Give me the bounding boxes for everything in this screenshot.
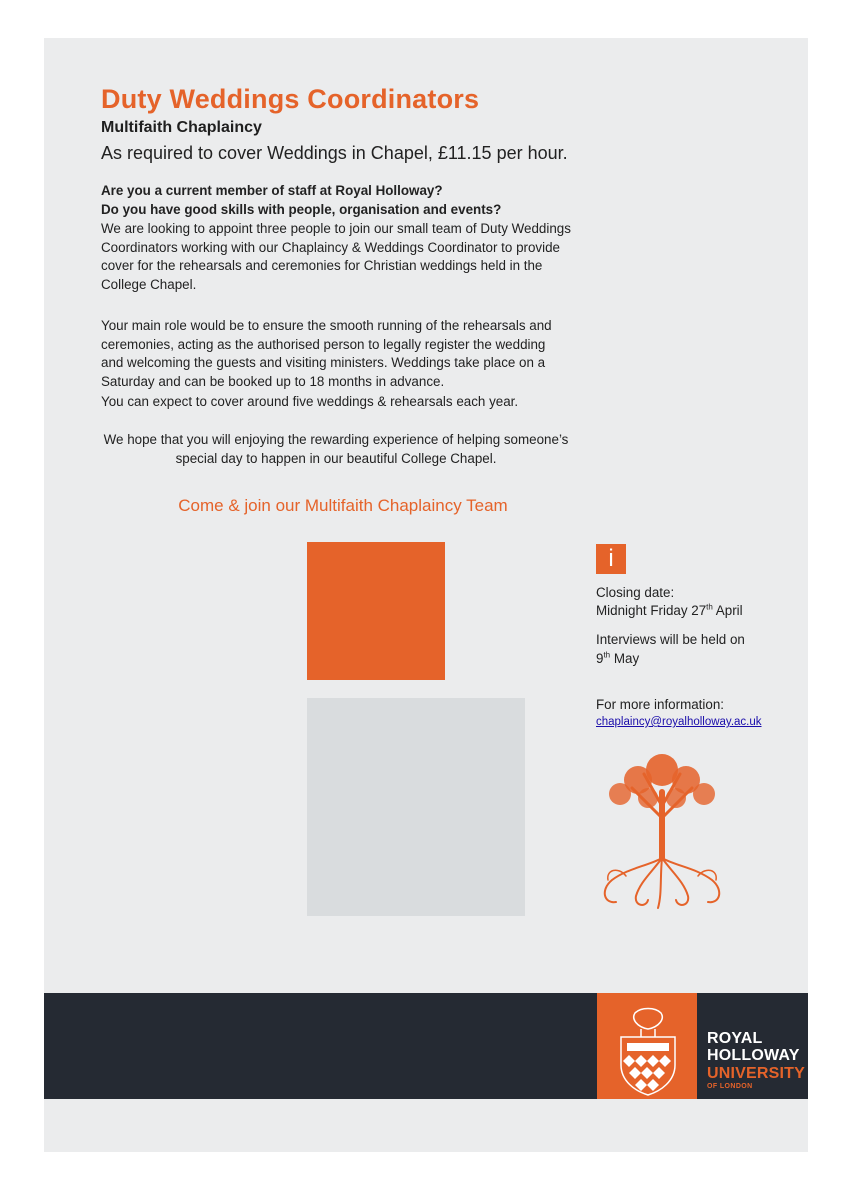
orange-image-placeholder — [307, 542, 445, 680]
hope-paragraph: We hope that you will enjoying the rewarding experience of helping someone’s special day to happen in our beautiful College Chapel. — [103, 432, 569, 466]
closing-date-label: Closing date: — [596, 585, 675, 600]
intro-paragraph: We are looking to appoint three people to join our small team of Duty Weddings Coordinators working with our Chaplaincy & Weddings Coordinator to provide cover for the rehearsals and ceremonies for Christian weddings held in the College Chapel. — [101, 221, 571, 292]
logo-of-london: OF LONDON — [707, 1083, 753, 1090]
staff-question: Are you a current member of staff at Royal Holloway? — [101, 183, 443, 198]
logo-holloway: HOLLOWAY — [707, 1047, 800, 1064]
interview-date — [596, 650, 639, 669]
call-to-action: Come & join our Multifaith Chaplaincy Team — [178, 496, 508, 515]
closing-date-suffix-ordinal: th — [706, 602, 713, 612]
footer-accent-strip — [597, 993, 612, 997]
skills-question: Do you have good skills with people, organisation and events? — [101, 202, 502, 217]
interview-day-ordinal: th — [603, 650, 611, 660]
closing-date-prefix: Midnight Friday 27 — [596, 603, 707, 618]
role-paragraph: Your main role would be to ensure the smooth running of the rehearsals and ceremonies, acting as the authorised person to legally register the wedding and welcoming the guests and visiting ministers. Weddings take place on a Saturday and can be booked up to 18 months in advance. — [101, 318, 552, 389]
logo-royal: ROYAL — [707, 1030, 763, 1047]
interview-day: 9 — [596, 651, 604, 666]
workload-paragraph: You can expect to cover around five weddings & rehearsals each year. — [101, 394, 519, 409]
tree-illustration — [588, 748, 736, 916]
university-crest-icon — [607, 1003, 689, 1097]
grey-image-placeholder — [307, 698, 525, 916]
department-subtitle: Multifaith Chaplaincy — [101, 119, 262, 136]
closing-date-month: April — [712, 603, 743, 618]
info-icon: i — [596, 544, 626, 574]
email-line — [596, 712, 762, 732]
closing-date-value — [596, 602, 743, 621]
interview-label: Interviews will be held on — [596, 632, 745, 647]
more-info-label: For more information: — [596, 697, 724, 712]
logo-university: UNIVERSITY — [707, 1065, 806, 1082]
poster-title: Duty Weddings Coordinators — [101, 84, 480, 114]
email-link[interactable]: chaplaincy@royalholloway.ac.uk — [596, 716, 762, 728]
pay-tagline: As required to cover Weddings in Chapel, £11.15 per hour. — [101, 143, 568, 163]
interview-month: May — [610, 651, 640, 666]
